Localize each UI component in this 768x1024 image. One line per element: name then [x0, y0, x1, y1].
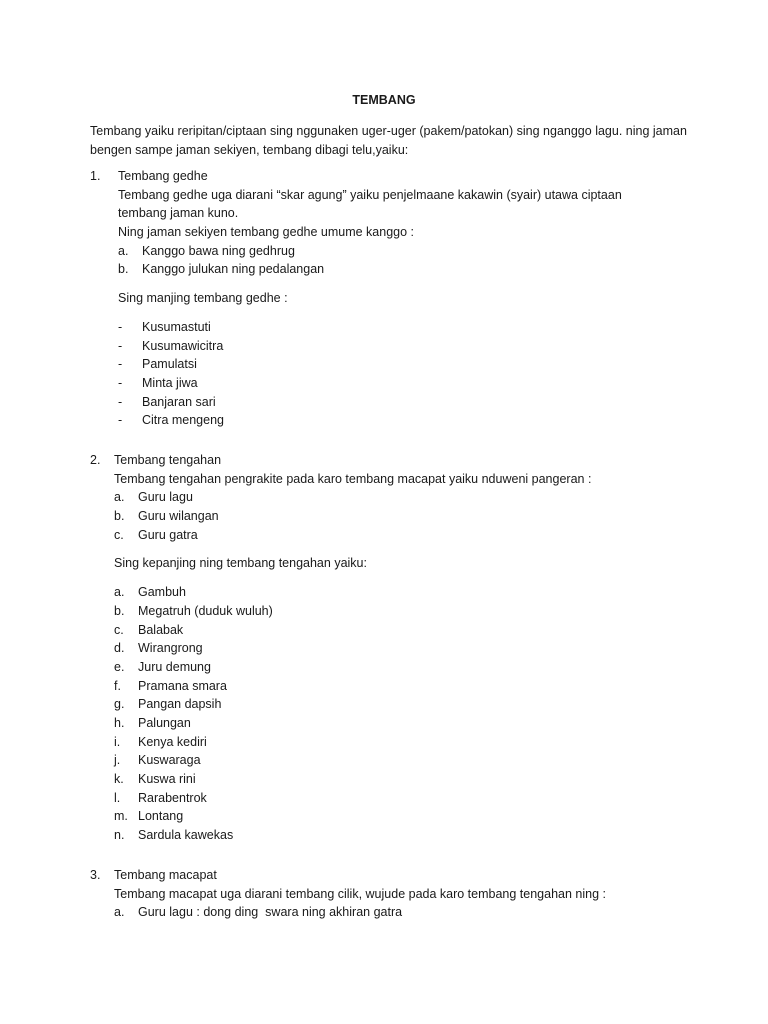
list-item [90, 770, 690, 789]
list-marker: h. [114, 715, 125, 730]
list-item-text: Guru lagu : dong ding swara ning akhiran gatra [138, 905, 403, 920]
list-item-text: Balabak [138, 622, 184, 637]
list-marker: - [118, 357, 123, 372]
list-item-text: Lontang [138, 809, 184, 824]
section-tembang-gedhe [90, 167, 690, 430]
intro-paragraph: Tembang yaiku reripitan/ciptaan sing nggunaken uger-uger (pakem/patokan) sing nganggo lagu. ning jaman bengen sampe jaman sekiyen, tembang dibagi telu,yaiku: [90, 124, 687, 157]
list-marker: a. [118, 243, 129, 258]
list-item [90, 733, 690, 752]
list-marker: c. [114, 527, 124, 542]
list-item-text: Sardula kawekas [138, 828, 234, 843]
list-item-text: Kuswa rini [138, 772, 196, 786]
list-marker: f. [114, 678, 121, 693]
list-marker: l. [114, 790, 121, 805]
list-item-text: Guru wilangan [138, 509, 219, 524]
list-item [90, 526, 690, 545]
section-heading: Tembang macapat [114, 868, 217, 882]
list-item [90, 393, 690, 412]
list-item [90, 374, 690, 393]
list-item-text: Banjaran sari [142, 394, 216, 409]
list-item [90, 242, 690, 261]
section-desc-line: Tembang macapat uga diarani tembang cilik, wujude pada karo tembang tengahan ning : [114, 886, 606, 901]
section-heading: Tembang tengahan [114, 453, 222, 467]
list-marker: j. [114, 753, 121, 768]
list-item [90, 695, 690, 714]
section-number: 1. [90, 169, 101, 183]
list-marker: i. [114, 734, 121, 749]
list-item-text: Kenya kediri [138, 734, 207, 749]
list-item-text: Megatruh (duduk wuluh) [138, 603, 273, 618]
list-marker: g. [114, 697, 125, 712]
list-item [90, 751, 690, 770]
section-number: 2. [90, 453, 101, 467]
page-title: TEMBANG [352, 93, 416, 107]
list-marker: b. [114, 509, 125, 524]
list-item [90, 337, 690, 356]
section-tembang-macapat [90, 866, 690, 922]
list-item [90, 583, 690, 602]
section-desc-line: tembang jaman kuno. [118, 206, 239, 221]
list-item [90, 903, 690, 922]
list-item-text: Gambuh [138, 585, 186, 600]
section-heading: Tembang gedhe [118, 169, 208, 183]
list-item [90, 411, 690, 430]
list-item-text: Kusumastuti [142, 319, 211, 334]
list-item-text: Kusumawicitra [142, 338, 224, 353]
list-item-text: Palungan [138, 715, 191, 730]
list-marker: a. [114, 585, 125, 600]
list-item [90, 318, 690, 337]
list-marker: b. [114, 603, 125, 618]
list-marker: k. [114, 772, 124, 786]
list-marker: c. [114, 622, 124, 637]
sub-heading: Sing manjing tembang gedhe : [118, 291, 288, 306]
list-marker: - [118, 394, 123, 409]
section-tembang-tengahan [90, 451, 690, 845]
list-item [90, 789, 690, 808]
list-marker: e. [114, 659, 125, 674]
list-item [90, 677, 690, 696]
list-item-text: Minta jiwa [142, 375, 198, 390]
list-item [90, 807, 690, 826]
list-item-text: Kanggo bawa ning gedhrug [142, 243, 295, 258]
list-marker: m. [114, 809, 128, 824]
list-marker: - [118, 413, 123, 428]
list-item-text: Pramana smara [138, 678, 227, 693]
list-item-text: Wirangrong [138, 641, 203, 656]
list-item [90, 507, 690, 526]
section-desc-line: Ning jaman sekiyen tembang gedhe umume kanggo : [118, 225, 415, 240]
sub-heading: Sing kepanjing ning tembang tengahan yaiku: [114, 556, 367, 571]
list-marker: - [118, 375, 123, 390]
list-item [90, 621, 690, 640]
list-item [90, 602, 690, 621]
list-item [90, 488, 690, 507]
list-item-text: Pamulatsi [142, 357, 197, 372]
section-desc-line: Tembang gedhe uga diarani “skar agung” yaiku penjelmaane kakawin (syair) utawa ciptaan [118, 187, 622, 202]
list-item-text: Kanggo julukan ning pedalangan [142, 262, 325, 277]
list-marker: - [118, 338, 123, 353]
list-item [90, 260, 690, 279]
list-item [90, 639, 690, 658]
list-marker: a. [114, 905, 125, 920]
section-number: 3. [90, 868, 101, 882]
list-item-text: Guru lagu [138, 490, 193, 505]
list-item [90, 826, 690, 845]
list-item-text: Pangan dapsih [138, 697, 222, 712]
section-desc-line: Tembang tengahan pengrakite pada karo tembang macapat yaiku nduweni pangeran : [114, 471, 592, 486]
list-item-text: Kuswaraga [138, 753, 201, 768]
list-marker: a. [114, 490, 125, 505]
list-item [90, 658, 690, 677]
list-item-text: Guru gatra [138, 527, 198, 542]
list-marker: b. [118, 262, 129, 277]
list-item [90, 355, 690, 374]
list-item-text: Juru demung [138, 659, 211, 674]
list-item [90, 714, 690, 733]
list-marker: - [118, 319, 123, 334]
list-item-text: Rarabentrok [138, 790, 207, 805]
list-item-text: Citra mengeng [142, 413, 224, 428]
list-marker: d. [114, 641, 125, 656]
list-marker: n. [114, 828, 125, 843]
